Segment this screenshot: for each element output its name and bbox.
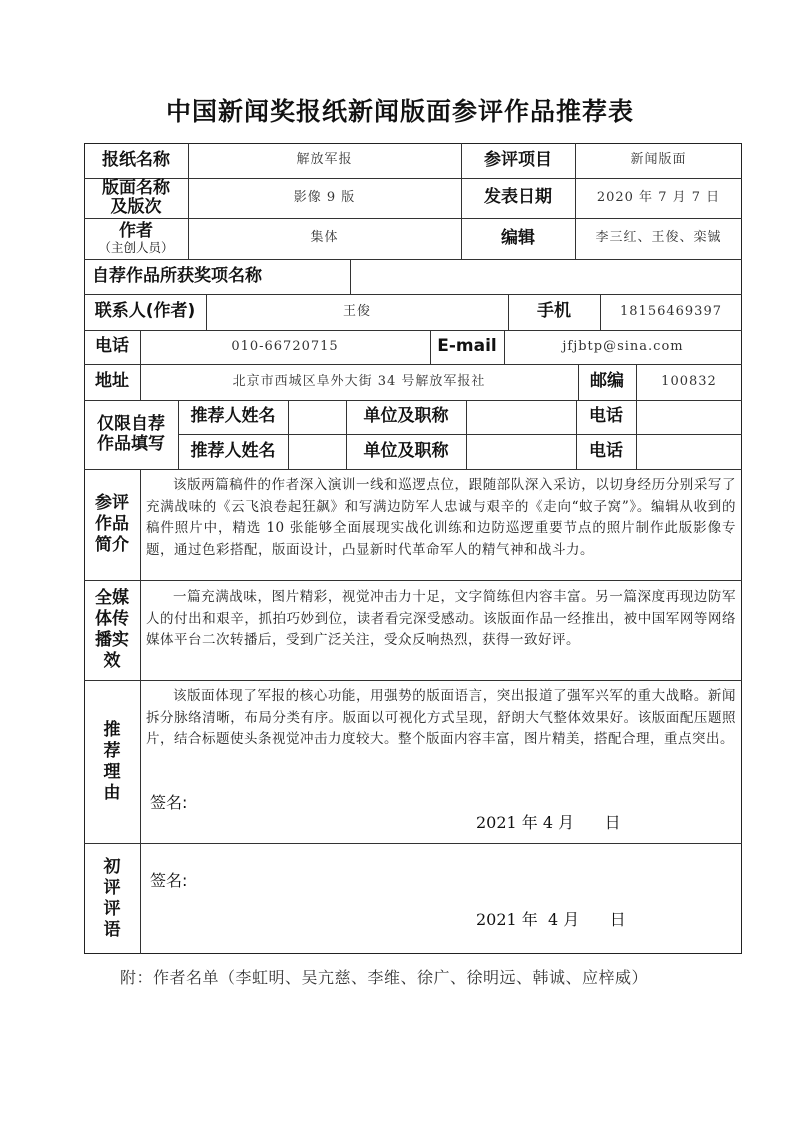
reason-text[interactable]: 该版面体现了军报的核心功能，用强势的版面语言，突出报道了强军兴军的重大战略。新闻拆分脉络清晰，布局分类有序。版面以可视化方式呈现，舒朗大气整体效果好。该版面配压题照片，结合标题使头条视觉冲击力度较大。整个版面内容丰富，图片精美，搭配合理，重点突出。 [146, 688, 736, 747]
contact-value[interactable]: 王俊 [342, 303, 371, 319]
recommender-name-label-2: 推荐人姓名 [190, 440, 276, 461]
intro-label [84, 469, 140, 580]
phone-value[interactable]: 010-66720715 [231, 338, 339, 354]
mobile-value[interactable]: 18156469397 [620, 303, 722, 319]
email-value[interactable]: jfjbtp@sina.com [562, 338, 684, 354]
recommender-phone-value-2[interactable] [636, 434, 742, 469]
author-label-line2: （主创人员） [98, 240, 174, 256]
reason-date: 2021 年 4 月 日 [476, 813, 621, 832]
unit-title-value-2[interactable] [466, 434, 576, 469]
intro-label-char: 作品 [95, 514, 129, 534]
intro-label-char: 简介 [95, 535, 129, 555]
self-recommend-label-line1: 仅限自荐 [97, 414, 165, 435]
zip-label: 邮编 [590, 371, 624, 392]
row-divider [84, 843, 742, 844]
recommender-phone-label-1: 电话 [589, 406, 623, 427]
reason-label-char: 理 [103, 761, 121, 782]
address-value[interactable]: 北京市西城区阜外大街 34 号解放军报社 [232, 373, 486, 389]
col-divider [140, 469, 141, 954]
review-label-char: 语 [103, 919, 121, 940]
reason-label-char: 推 [103, 719, 121, 740]
review-label-char: 评 [103, 898, 121, 919]
recommender-phone-value-1[interactable] [636, 400, 742, 434]
entry-category-value[interactable]: 新闻版面 [630, 152, 687, 168]
media-label-char: 效 [103, 651, 121, 671]
media-effect-text[interactable]: 一篇充满战味，图片精彩，视觉冲击力十足，文字简练但内容丰富。另一篇深度再现边防军人的付出和艰辛，抓拍巧妙到位，读者看完深受感动。该版面作品一经推出，被中国军网等网络媒体平台二次转播后，受到广泛关注，受众反响热烈，获得一致好评。 [146, 589, 736, 648]
self-recommend-label [84, 400, 178, 469]
unit-title-label-2: 单位及职称 [363, 440, 449, 461]
page-name-label-line1: 版面名称 [102, 177, 170, 198]
editor-value[interactable]: 李三红、王俊、栾铖 [595, 230, 722, 246]
author-value[interactable]: 集体 [310, 230, 339, 246]
address-label: 地址 [95, 371, 129, 392]
reason-label-char: 荐 [103, 740, 121, 761]
unit-title-label-1: 单位及职称 [363, 406, 449, 427]
mobile-label: 手机 [537, 301, 571, 322]
self-recommend-label-line2: 作品填写 [97, 433, 165, 454]
media-label-char: 全媒 [95, 588, 129, 608]
email-label: E-mail [437, 336, 497, 357]
phone-label: 电话 [95, 336, 129, 357]
award-label: 自荐作品所获奖项名称 [92, 265, 262, 286]
media-label-char: 播实 [95, 630, 129, 650]
media-effect-label [84, 580, 140, 680]
author-label [84, 218, 188, 259]
recommender-name-label-1: 推荐人姓名 [190, 406, 276, 427]
publish-date-label: 发表日期 [484, 187, 552, 208]
unit-title-value-1[interactable] [466, 400, 576, 434]
review-label-char: 初 [103, 856, 121, 877]
recommender-phone-label-2: 电话 [589, 440, 623, 461]
reason-label [84, 680, 140, 843]
review-label [84, 843, 140, 954]
reason-label-char: 由 [103, 782, 121, 803]
page-name-value[interactable]: 影像 9 版 [293, 189, 356, 205]
contact-label: 联系人(作者) [94, 301, 196, 322]
row-divider [84, 469, 742, 470]
paper-name-value[interactable]: 解放军报 [296, 152, 353, 168]
intro-label-char: 参评 [95, 493, 129, 513]
editor-label: 编辑 [501, 227, 535, 248]
award-value[interactable] [350, 259, 742, 294]
media-label-char: 体传 [95, 609, 129, 629]
author-label-line1: 作者 [119, 220, 153, 241]
recommender-name-value-2[interactable] [288, 434, 346, 469]
review-date: 2021 年 4 月 日 [476, 910, 626, 929]
reason-signature-label: 签名: [150, 793, 188, 812]
publish-date-value[interactable]: 2020 年 7 月 7 日 [596, 189, 721, 205]
recommender-name-value-1[interactable] [288, 400, 346, 434]
zip-value[interactable]: 100832 [661, 373, 717, 389]
intro-text[interactable]: 该版两篇稿件的作者深入演训一线和巡逻点位，跟随部队深入采访，以切身经历分别采写了充满战味的《云飞浪卷起狂飙》和写满边防军人忠诚与艰辛的《走向“蚊子窝”》。编辑从收到的稿件照片中，精选 10 张能够全面展现实战化训练和边防巡逻重要节点的照片制作此版影像专题，通过色彩搭配，版面设计，凸显新时代革命军人的精气神和战斗力。 [146, 477, 736, 558]
form-title: 中国新闻奖报纸新闻版面参评作品推荐表 [165, 97, 634, 126]
page-name-label-line2: 及版次 [110, 197, 162, 217]
author-list-footnote: 附：作者名单（李虹明、吴亢慈、李维、徐广、徐明远、韩诚、应梓威） [120, 968, 649, 987]
paper-name-label: 报纸名称 [102, 149, 170, 170]
review-signature-label: 签名: [150, 871, 188, 890]
review-label-char: 评 [103, 877, 121, 898]
entry-category-label: 参评项目 [484, 149, 552, 170]
row-divider [84, 680, 742, 681]
row-divider [84, 580, 742, 581]
page-name-label [84, 178, 188, 218]
